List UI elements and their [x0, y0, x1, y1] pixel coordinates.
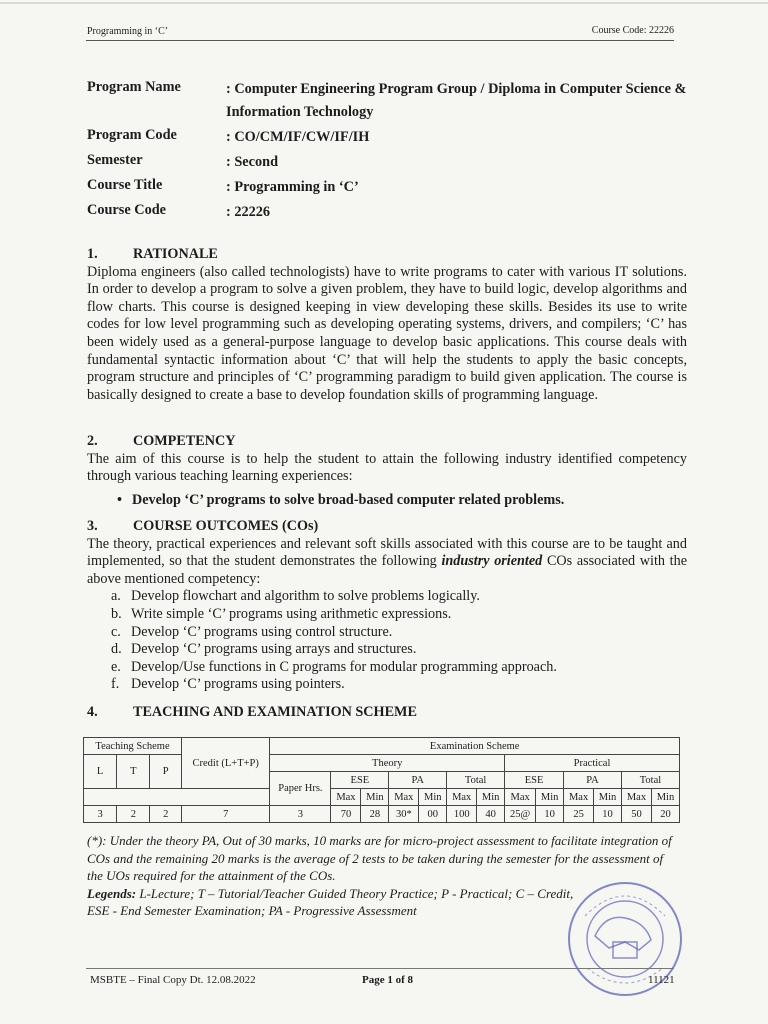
list-item: [111, 624, 687, 642]
section-title: COURSE OUTCOMES (COs): [133, 518, 319, 534]
section-heading: [87, 433, 687, 451]
list-item: [111, 676, 687, 694]
info-label: Program Code: [87, 127, 177, 143]
info-value: : Programming in ‘C’: [226, 179, 359, 195]
header-p: P: [150, 755, 182, 789]
info-value: : Computer Engineering Program Group / Diploma in Computer Science & Information Technology: [226, 81, 687, 120]
list-item-text: Develop ‘C’ programs using arrays and structures.: [131, 641, 417, 658]
outcomes-paragraph: [87, 536, 687, 589]
header-practical-ese: ESE: [505, 772, 564, 789]
header-max: Max: [505, 789, 536, 806]
info-row-course-title: [87, 176, 687, 201]
outcomes-text-pre: The theory, practical experiences and relevant soft skills associated with this course are to be taught and implemented, so that the student demonstrates the following: [87, 535, 687, 570]
info-value: : Second: [226, 154, 279, 170]
value-cell: 00: [419, 806, 447, 823]
header-min: Min: [594, 789, 622, 806]
section-number: 4.: [87, 704, 98, 720]
value-cell: 3: [84, 806, 117, 823]
info-value: : 22226: [226, 204, 271, 220]
value-cell: 2: [150, 806, 182, 823]
info-label: Course Title: [87, 177, 163, 193]
header-t: T: [117, 755, 150, 789]
value-cell: 10: [536, 806, 564, 823]
value-cell: 7: [182, 806, 270, 823]
header-credit: Credit (L+T+P): [182, 738, 270, 789]
section-course-outcomes: [87, 518, 687, 694]
footer-copy-date: MSBTE – Final Copy Dt. 12.08.2022: [90, 974, 256, 986]
section-title: TEACHING AND EXAMINATION SCHEME: [133, 704, 417, 720]
header-practical-pa: PA: [564, 772, 622, 789]
value-cell: 20: [651, 806, 679, 823]
list-marker: e.: [111, 658, 121, 675]
blank-cell: [84, 789, 270, 806]
info-row-program-name: [87, 78, 687, 126]
info-label: Program Name: [87, 79, 181, 95]
list-item: [111, 588, 687, 606]
list-item-text: Develop flowchart and algorithm to solve problems logically.: [131, 588, 480, 605]
header-practical-total: Total: [621, 772, 679, 789]
value-cell: 2: [117, 806, 150, 823]
list-item: [111, 606, 687, 624]
list-marker: f.: [111, 676, 120, 693]
section-number: 2.: [87, 433, 98, 449]
table-row: [84, 755, 680, 772]
list-item-text: Write simple ‘C’ programs using arithmetic expressions.: [131, 605, 452, 622]
value-cell: 25: [564, 806, 594, 823]
header-min: Min: [419, 789, 447, 806]
list-marker: a.: [111, 588, 121, 605]
info-row-program-code: [87, 126, 687, 151]
list-item-text: Develop ‘C’ programs using control structure.: [131, 623, 393, 640]
header-min: Min: [361, 789, 389, 806]
list-item-text: Develop ‘C’ programs using pointers.: [131, 676, 345, 693]
header-practical: Practical: [505, 755, 680, 772]
info-row-semester: [87, 151, 687, 176]
header-teaching-scheme: Teaching Scheme: [84, 738, 182, 755]
info-label: Course Code: [87, 202, 167, 218]
rationale-paragraph: Diploma engineers (also called technologists) have to write programs to cater with various IT solutions. In order to develop a program to solve a given problem, they have to build logic, develop algorithms and flow charts. This course is designed keeping in view developing these skills. Besides its use to write codes for low level programming such as developing operating systems, drivers, and compilers; ‘C’ has been widely used as a general-purpose language to develop basic applications. This course deals with fundamental syntactic information about ‘C’ that will help the students to apply the basic concepts, program structure and principles of ‘C’ programming paradigm to build given application. The course is basically designed to create a base to develop foundation skills of programming language.: [87, 263, 687, 403]
header-theory: Theory: [270, 755, 505, 772]
info-value: : CO/CM/IF/CW/IF/IH: [226, 129, 370, 145]
value-cell: 3: [270, 806, 331, 823]
value-cell: 70: [331, 806, 361, 823]
outcomes-text-post: COs associated with the above mentioned competency:: [87, 553, 687, 587]
header-min: Min: [477, 789, 505, 806]
info-row-course-code: [87, 201, 687, 226]
header-max: Max: [564, 789, 594, 806]
section-heading: [87, 246, 687, 264]
competency-paragraph: The aim of this course is to help the student to attain the following industry identified competency through various teaching learning experiences:: [87, 450, 687, 485]
section-scheme: [87, 704, 687, 722]
header-max: Max: [447, 789, 477, 806]
value-cell: 10: [594, 806, 622, 823]
competency-bullet: • Develop ‘C’ programs to solve broad-based computer related problems.: [117, 492, 687, 510]
section-competency: [87, 433, 687, 509]
header-max: Max: [389, 789, 419, 806]
list-marker: d.: [111, 641, 122, 658]
footnote-line: (*): Under the theory PA, Out of 30 marks, 10 marks are for micro-project assessment to facilitate integration of COs and the remaining 20 marks is the average of 2 tests to be taken during the semester for the assessment of the UOs required for the attainment of the COs.: [87, 833, 672, 884]
header-paper-hrs: Paper Hrs.: [270, 772, 331, 806]
value-cell: 30*: [389, 806, 419, 823]
header-min: Min: [651, 789, 679, 806]
footer-code: 11121: [648, 974, 675, 986]
list-item-text: Develop/Use functions in C programs for modular programming approach.: [131, 658, 557, 675]
section-number: 3.: [87, 518, 98, 534]
value-cell: 40: [477, 806, 505, 823]
header-min: Min: [536, 789, 564, 806]
info-label: Semester: [87, 152, 143, 168]
legends-label: Legends:: [87, 885, 137, 901]
running-header-title: Programming in ‘C’: [87, 26, 169, 37]
header-theory-pa: PA: [389, 772, 447, 789]
section-heading: [87, 704, 687, 722]
list-marker: c.: [111, 623, 121, 640]
header-max: Max: [331, 789, 361, 806]
header-examination-scheme: Examination Scheme: [270, 738, 680, 755]
legends-text: L-Lecture; T – Tutorial/Teacher Guided Theory Practice; P - Practical; C – Credit,: [136, 885, 574, 901]
section-title: COMPETENCY: [133, 433, 236, 449]
footnote-line: ESE - End Semester Examination; PA - Progressive Assessment: [87, 903, 417, 919]
header-theory-total: Total: [447, 772, 505, 789]
section-rationale: [87, 246, 687, 404]
section-number: 1.: [87, 246, 98, 262]
outcomes-list: [87, 588, 687, 694]
table-row: [84, 789, 680, 806]
section-heading: [87, 518, 687, 536]
list-item: [111, 659, 687, 677]
page-number: Page 1 of 8: [362, 974, 414, 986]
value-cell: 28: [361, 806, 389, 823]
header-theory-ese: ESE: [331, 772, 389, 789]
footer-divider: [86, 968, 674, 969]
program-info-block: [87, 78, 687, 226]
value-cell: 50: [621, 806, 651, 823]
list-item: [111, 641, 687, 659]
header-l: L: [84, 755, 117, 789]
outcomes-emphasis: industry oriented: [441, 553, 543, 570]
scan-edge: [0, 2, 768, 4]
header-max: Max: [621, 789, 651, 806]
teaching-examination-table: [83, 737, 680, 823]
table-row: [84, 806, 680, 823]
value-cell: 100: [447, 806, 477, 823]
section-title: RATIONALE: [133, 246, 218, 262]
header-divider: [86, 40, 674, 41]
running-header-course-code: Course Code: 22226: [591, 25, 674, 36]
value-cell: 25@: [505, 806, 536, 823]
list-marker: b.: [111, 605, 122, 622]
